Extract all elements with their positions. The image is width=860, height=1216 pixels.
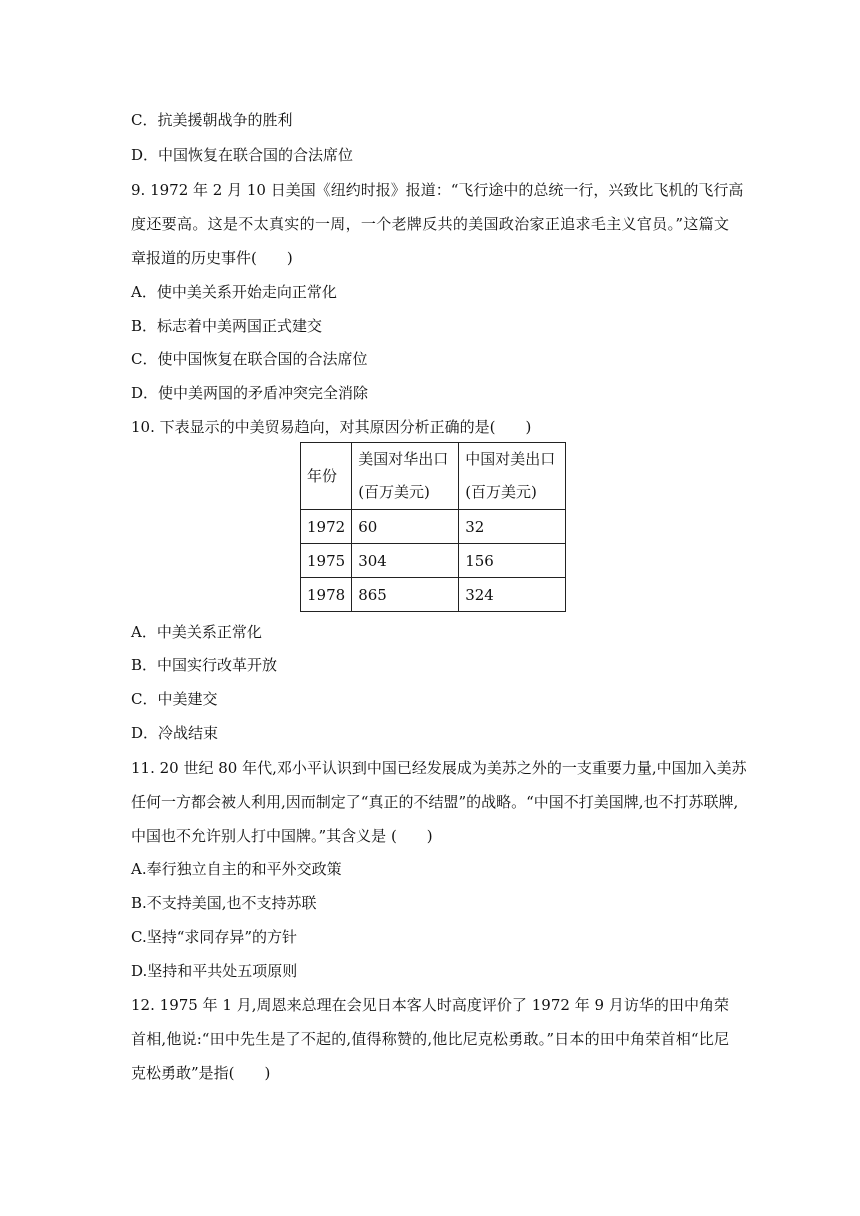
question-9-line-3: 章报道的历史事件( ) (131, 249, 293, 267)
cell-cn-export: 156 (459, 544, 566, 578)
header-cn-export-line-1: 中国对美出口 (465, 450, 556, 468)
question-11-option-d: D.坚持和平共处五项原则 (131, 962, 298, 980)
question-9-option-b: B．标志着中美两国正式建交 (131, 317, 323, 335)
question-11-option-b: B.不支持美国,也不支持苏联 (131, 894, 317, 912)
cell-cn-export: 324 (459, 578, 566, 612)
option-d-text: D．中国恢复在联合国的合法席位 (131, 146, 354, 164)
question-12-line-1: 12. 1975 年 1 月,周恩来总理在会见日本客人时高度评价了 1972 年 9 月访华的田中角荣 (131, 996, 729, 1014)
trade-table (300, 442, 566, 612)
question-12-line-3: 克松勇敢”是指( ) (131, 1064, 271, 1082)
question-11-line-2: 任何一方都会被人利用,因而制定了“真正的不结盟”的战略。“中国不打美国牌,也不打苏联牌, (131, 793, 739, 811)
cell-year: 1978 (301, 578, 352, 612)
table-row (301, 578, 566, 612)
question-10-stem: 10. 下表显示的中美贸易趋向，对其原因分析正确的是( ) (131, 418, 532, 436)
option-c-text: C．抗美援朝战争的胜利 (131, 111, 293, 129)
question-11-line-1: 11. 20 世纪 80 年代,邓小平认识到中国已经发展成为美苏之外的一支重要力量,中国加入美苏 (131, 759, 747, 777)
cell-us-export: 865 (352, 578, 459, 612)
question-9-line-2: 度还要高。这是不太真实的一周，一个老牌反共的美国政治家正追求毛主义官员。”这篇文 (131, 215, 729, 233)
cell-us-export: 304 (352, 544, 459, 578)
question-11-option-c: C.坚持“求同存异”的方针 (131, 928, 298, 946)
cell-us-export: 60 (352, 510, 459, 544)
cell-year: 1972 (301, 510, 352, 544)
question-11-line-3: 中国也不允许别人打中国牌。”其含义是 ( ) (131, 827, 433, 845)
cell-cn-export: 32 (459, 510, 566, 544)
question-10-option-a: A．中美关系正常化 (131, 623, 262, 641)
question-10-option-c: C．中美建交 (131, 690, 218, 708)
question-10-option-b: B．中国实行改革开放 (131, 656, 278, 674)
question-9-line-1: 9. 1972 年 2 月 10 日美国《纽约时报》报道：“飞行途中的总统一行，兴致比飞机的飞行高 (131, 181, 744, 199)
question-9-option-d: D．使中美两国的矛盾冲突完全消除 (131, 384, 369, 402)
header-us-export (352, 443, 459, 510)
table-row (301, 544, 566, 578)
header-cn-export (459, 443, 566, 510)
cell-year: 1975 (301, 544, 352, 578)
question-9-option-a: A．使中美关系开始走向正常化 (131, 283, 337, 301)
question-10-option-d: D．冷战结束 (131, 724, 219, 742)
header-year: 年份 (301, 443, 352, 510)
question-9-option-c: C．使中国恢复在联合国的合法席位 (131, 350, 368, 368)
question-12-line-2: 首相,他说:“田中先生是了不起的,值得称赞的,他比尼克松勇敢。”日本的田中角荣首相“比尼 (131, 1030, 729, 1048)
question-11-option-a: A.奉行独立自主的和平外交政策 (131, 860, 342, 878)
header-us-export-line-1: 美国对华出口 (358, 450, 449, 468)
header-us-export-line-2: (百万美元) (358, 483, 430, 501)
table-row (301, 510, 566, 544)
table-header-row (301, 443, 566, 510)
header-cn-export-line-2: (百万美元) (465, 483, 537, 501)
